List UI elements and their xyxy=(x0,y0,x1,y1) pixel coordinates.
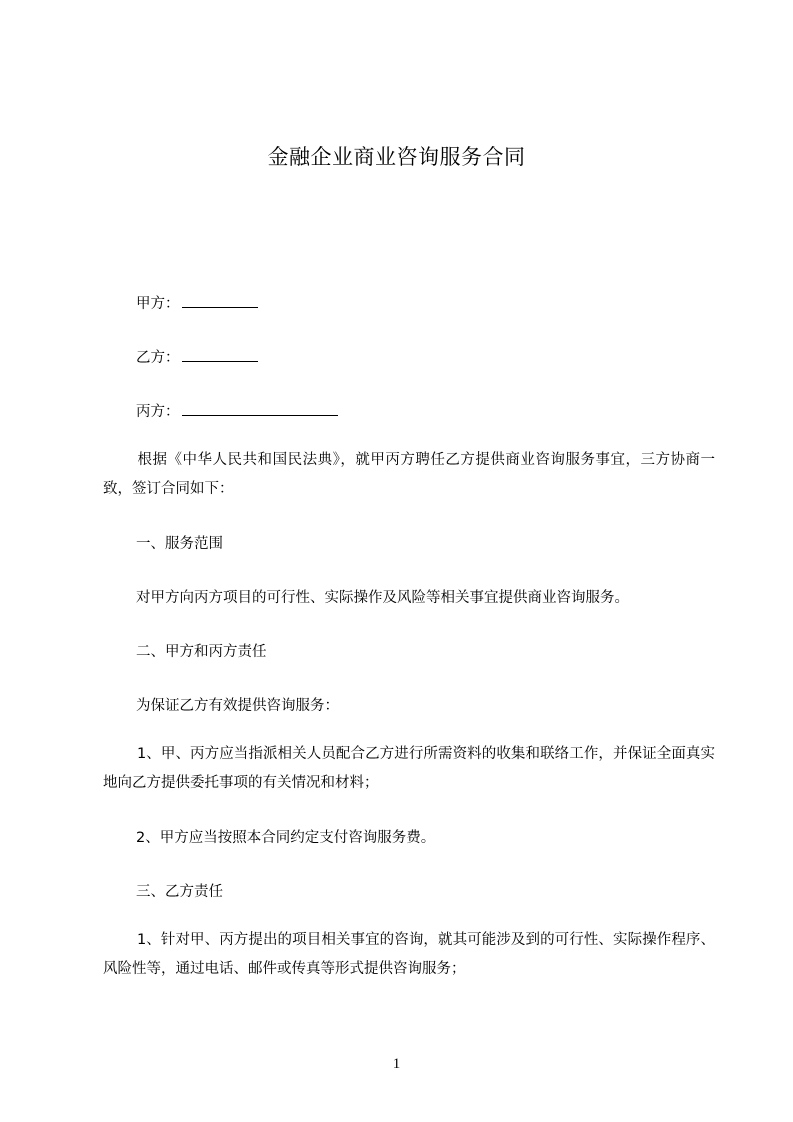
page-number: 1 xyxy=(392,1056,401,1072)
section-3-item-1 xyxy=(103,926,715,984)
section-3-heading: 三、乙方责任 xyxy=(136,884,223,900)
section-2-item-1 xyxy=(103,740,715,798)
party-c-label: 丙方： xyxy=(136,404,180,420)
party-c-line xyxy=(136,400,338,421)
party-b-label: 乙方： xyxy=(136,350,180,366)
page-title: 金融企业商业咨询服务合同 xyxy=(267,145,526,169)
intro-text: 根据《中华人民共和国民法典》，就甲丙方聘任乙方提供商业咨询服务事宜，三方协商一致，签订合同如下： xyxy=(103,452,715,497)
section-1-heading: 一、服务范围 xyxy=(136,536,223,552)
section-2-lead: 为保证乙方有效提供咨询服务： xyxy=(136,698,339,714)
party-b-line xyxy=(136,346,258,367)
section-1-text: 对甲方向丙方项目的可行性、实际操作及风险等相关事宜提供商业咨询服务。 xyxy=(136,590,629,606)
section-2-item-2: 2、甲方应当按照本合同约定支付咨询服务费。 xyxy=(136,830,436,846)
section-2-heading: 二、甲方和丙方责任 xyxy=(136,644,267,660)
party-a-line xyxy=(136,292,258,313)
party-c-blank xyxy=(182,401,338,416)
party-a-label: 甲方： xyxy=(136,296,180,312)
party-b-blank xyxy=(182,347,258,362)
party-a-blank xyxy=(182,293,258,308)
section-3-item-1-text: 1、针对甲、丙方提出的项目相关事宜的咨询，就其可能涉及到的可行性、实际操作程序、风险性等，通过电话、邮件或传真等形式提供咨询服务； xyxy=(103,932,715,977)
intro-paragraph xyxy=(103,446,715,504)
section-2-item-1-text: 1、甲、丙方应当指派相关人员配合乙方进行所需资料的收集和联络工作，并保证全面真实地向乙方提供委托事项的有关情况和材料； xyxy=(103,746,715,791)
